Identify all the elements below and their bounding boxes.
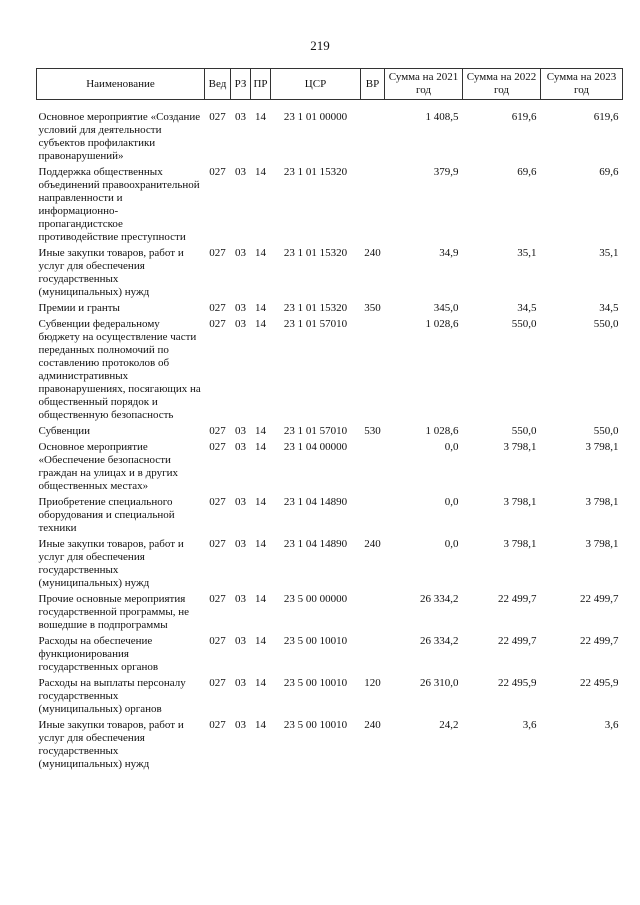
row-name: Расходы на обеспечение функционирования государственных органов <box>38 635 159 673</box>
row-sum-2023: 550,0 <box>593 318 619 330</box>
row-sum-2021: 26 310,0 <box>420 677 459 689</box>
row-csr: 23 1 01 15320 <box>283 166 348 178</box>
row-vr: 240 <box>364 719 381 731</box>
row-rz: 03 <box>235 166 246 178</box>
table-row <box>37 166 623 247</box>
table-row <box>37 677 623 719</box>
row-sum-2021: 379,9 <box>433 166 459 178</box>
row-rz: 03 <box>235 719 246 731</box>
row-vr: 240 <box>364 538 381 550</box>
row-ved: 027 <box>209 302 226 314</box>
row-sum-2022: 550,0 <box>511 318 537 330</box>
table-row <box>37 441 623 496</box>
row-rz: 03 <box>235 677 246 689</box>
row-sum-2022: 22 495,9 <box>498 677 537 689</box>
col-header-vr: ВР <box>361 69 385 100</box>
table-header-row <box>37 69 623 100</box>
row-sum-2023: 34,5 <box>599 302 619 314</box>
row-sum-2023: 3,6 <box>604 719 619 731</box>
row-sum-2022: 3,6 <box>522 719 537 731</box>
row-sum-2023: 35,1 <box>599 247 619 259</box>
row-csr: 23 5 00 10010 <box>283 677 348 689</box>
col-header-pr: ПР <box>251 69 271 100</box>
row-csr: 23 5 00 10010 <box>283 719 348 731</box>
row-sum-2021: 0,0 <box>444 441 459 453</box>
row-sum-2023: 619,6 <box>593 111 619 123</box>
page-number: 219 <box>310 38 330 53</box>
row-vr <box>361 318 385 425</box>
row-vr <box>361 635 385 677</box>
row-vr: 120 <box>364 677 381 689</box>
row-sum-2021: 24,2 <box>439 719 459 731</box>
row-csr: 23 1 01 00000 <box>283 111 348 123</box>
row-sum-2022: 35,1 <box>517 247 537 259</box>
row-sum-2023: 3 798,1 <box>585 441 619 453</box>
row-ved: 027 <box>209 538 226 550</box>
row-csr: 23 1 04 00000 <box>283 441 348 453</box>
row-sum-2021: 34,9 <box>439 247 459 259</box>
row-vr <box>361 441 385 496</box>
row-csr: 23 1 01 15320 <box>283 247 348 259</box>
col-header-2021: Сумма на 2021 год <box>385 69 463 100</box>
row-sum-2021: 0,0 <box>444 538 459 550</box>
row-ved: 027 <box>209 166 226 178</box>
row-sum-2022: 22 499,7 <box>498 593 537 605</box>
row-name: Премии и гранты <box>38 302 120 314</box>
row-csr: 23 1 04 14890 <box>283 496 348 508</box>
row-ved: 027 <box>209 496 226 508</box>
col-header-2023: Сумма на 2023 год <box>541 69 623 100</box>
row-vr: 240 <box>364 247 381 259</box>
row-pr: 14 <box>255 166 266 178</box>
row-vr <box>361 593 385 635</box>
row-rz: 03 <box>235 111 246 123</box>
row-rz: 03 <box>235 425 246 437</box>
table-row <box>37 719 623 774</box>
col-header-2022: Сумма на 2022 год <box>463 69 541 100</box>
row-ved: 027 <box>209 247 226 259</box>
row-pr: 14 <box>255 441 266 453</box>
table-row <box>37 100 623 167</box>
col-header-ved: Вед <box>205 69 231 100</box>
row-vr: 350 <box>364 302 381 314</box>
row-csr: 23 5 00 10010 <box>283 635 348 647</box>
row-pr: 14 <box>255 302 266 314</box>
row-name: Основное мероприятие «Создание условий для деятельности субъектов профилактики правонарушений» <box>38 111 201 162</box>
row-vr <box>361 496 385 538</box>
col-header-rz: РЗ <box>231 69 251 100</box>
row-csr: 23 5 00 00000 <box>283 593 348 605</box>
row-rz: 03 <box>235 635 246 647</box>
row-ved: 027 <box>209 111 226 123</box>
row-name: Основное мероприятие «Обеспечение безопасности граждан на улицах и в других общественных местах» <box>38 441 178 492</box>
row-pr: 14 <box>255 635 266 647</box>
row-pr: 14 <box>255 247 266 259</box>
row-pr: 14 <box>255 318 266 330</box>
row-sum-2023: 3 798,1 <box>585 496 619 508</box>
row-sum-2023: 22 499,7 <box>580 635 619 647</box>
row-sum-2021: 26 334,2 <box>420 635 459 647</box>
table-row <box>37 538 623 593</box>
table-row <box>37 635 623 677</box>
table-row <box>37 496 623 538</box>
row-sum-2022: 3 798,1 <box>503 441 537 453</box>
row-sum-2023: 3 798,1 <box>585 538 619 550</box>
table-row <box>37 425 623 441</box>
row-rz: 03 <box>235 441 246 453</box>
row-name: Иные закупки товаров, работ и услуг для обеспечения государственных (муниципальных) нужд <box>38 719 184 770</box>
row-sum-2023: 22 495,9 <box>580 677 619 689</box>
table-row <box>37 318 623 425</box>
row-sum-2022: 34,5 <box>517 302 537 314</box>
row-name: Расходы на выплаты персоналу государственных (муниципальных) органов <box>38 677 186 715</box>
row-ved: 027 <box>209 635 226 647</box>
row-ved: 027 <box>209 441 226 453</box>
row-sum-2022: 69,6 <box>517 166 537 178</box>
row-sum-2023: 22 499,7 <box>580 593 619 605</box>
row-rz: 03 <box>235 318 246 330</box>
row-rz: 03 <box>235 593 246 605</box>
row-name: Иные закупки товаров, работ и услуг для обеспечения государственных (муниципальных) нужд <box>38 247 184 298</box>
row-name: Приобретение специального оборудования и специальной техники <box>38 496 175 534</box>
row-sum-2022: 3 798,1 <box>503 538 537 550</box>
row-pr: 14 <box>255 719 266 731</box>
row-csr: 23 1 04 14890 <box>283 538 348 550</box>
budget-table <box>36 68 623 774</box>
row-sum-2021: 1 028,6 <box>425 318 459 330</box>
row-sum-2022: 619,6 <box>511 111 537 123</box>
row-sum-2022: 22 499,7 <box>498 635 537 647</box>
row-pr: 14 <box>255 496 266 508</box>
row-name: Поддержка общественных объединений правоохранительной направленности и информационно-пропагандистское противодействие преступности <box>38 166 200 243</box>
row-sum-2021: 345,0 <box>433 302 459 314</box>
row-csr: 23 1 01 57010 <box>283 425 348 437</box>
row-sum-2021: 0,0 <box>444 496 459 508</box>
row-pr: 14 <box>255 593 266 605</box>
row-sum-2021: 26 334,2 <box>420 593 459 605</box>
table-row <box>37 247 623 302</box>
table-row <box>37 593 623 635</box>
row-csr: 23 1 01 15320 <box>283 302 348 314</box>
row-vr <box>361 100 385 167</box>
row-ved: 027 <box>209 318 226 330</box>
row-rz: 03 <box>235 247 246 259</box>
row-sum-2022: 550,0 <box>511 425 537 437</box>
row-pr: 14 <box>255 425 266 437</box>
row-sum-2021: 1 028,6 <box>425 425 459 437</box>
row-pr: 14 <box>255 677 266 689</box>
row-pr: 14 <box>255 111 266 123</box>
row-name: Субвенции федеральному бюджету на осуществление части переданных полномочий по составлению протоколов об административных правонарушениях, посягающих на общественный порядок и общественную безопасность <box>38 318 201 421</box>
row-name: Иные закупки товаров, работ и услуг для обеспечения государственных (муниципальных) нужд <box>38 538 184 589</box>
row-rz: 03 <box>235 496 246 508</box>
row-rz: 03 <box>235 302 246 314</box>
row-ved: 027 <box>209 719 226 731</box>
row-vr: 530 <box>364 425 381 437</box>
row-ved: 027 <box>209 677 226 689</box>
row-ved: 027 <box>209 593 226 605</box>
col-header-name: Наименование <box>37 69 205 100</box>
row-ved: 027 <box>209 425 226 437</box>
table-row <box>37 302 623 318</box>
row-name: Субвенции <box>38 425 91 437</box>
row-name: Прочие основные мероприятия государственной программы, не вошедшие в подпрограммы <box>38 593 190 631</box>
row-vr <box>361 166 385 247</box>
row-rz: 03 <box>235 538 246 550</box>
row-sum-2023: 69,6 <box>599 166 619 178</box>
col-header-csr: ЦСР <box>271 69 361 100</box>
row-sum-2023: 550,0 <box>593 425 619 437</box>
row-pr: 14 <box>255 538 266 550</box>
row-csr: 23 1 01 57010 <box>283 318 348 330</box>
row-sum-2021: 1 408,5 <box>425 111 459 123</box>
row-sum-2022: 3 798,1 <box>503 496 537 508</box>
